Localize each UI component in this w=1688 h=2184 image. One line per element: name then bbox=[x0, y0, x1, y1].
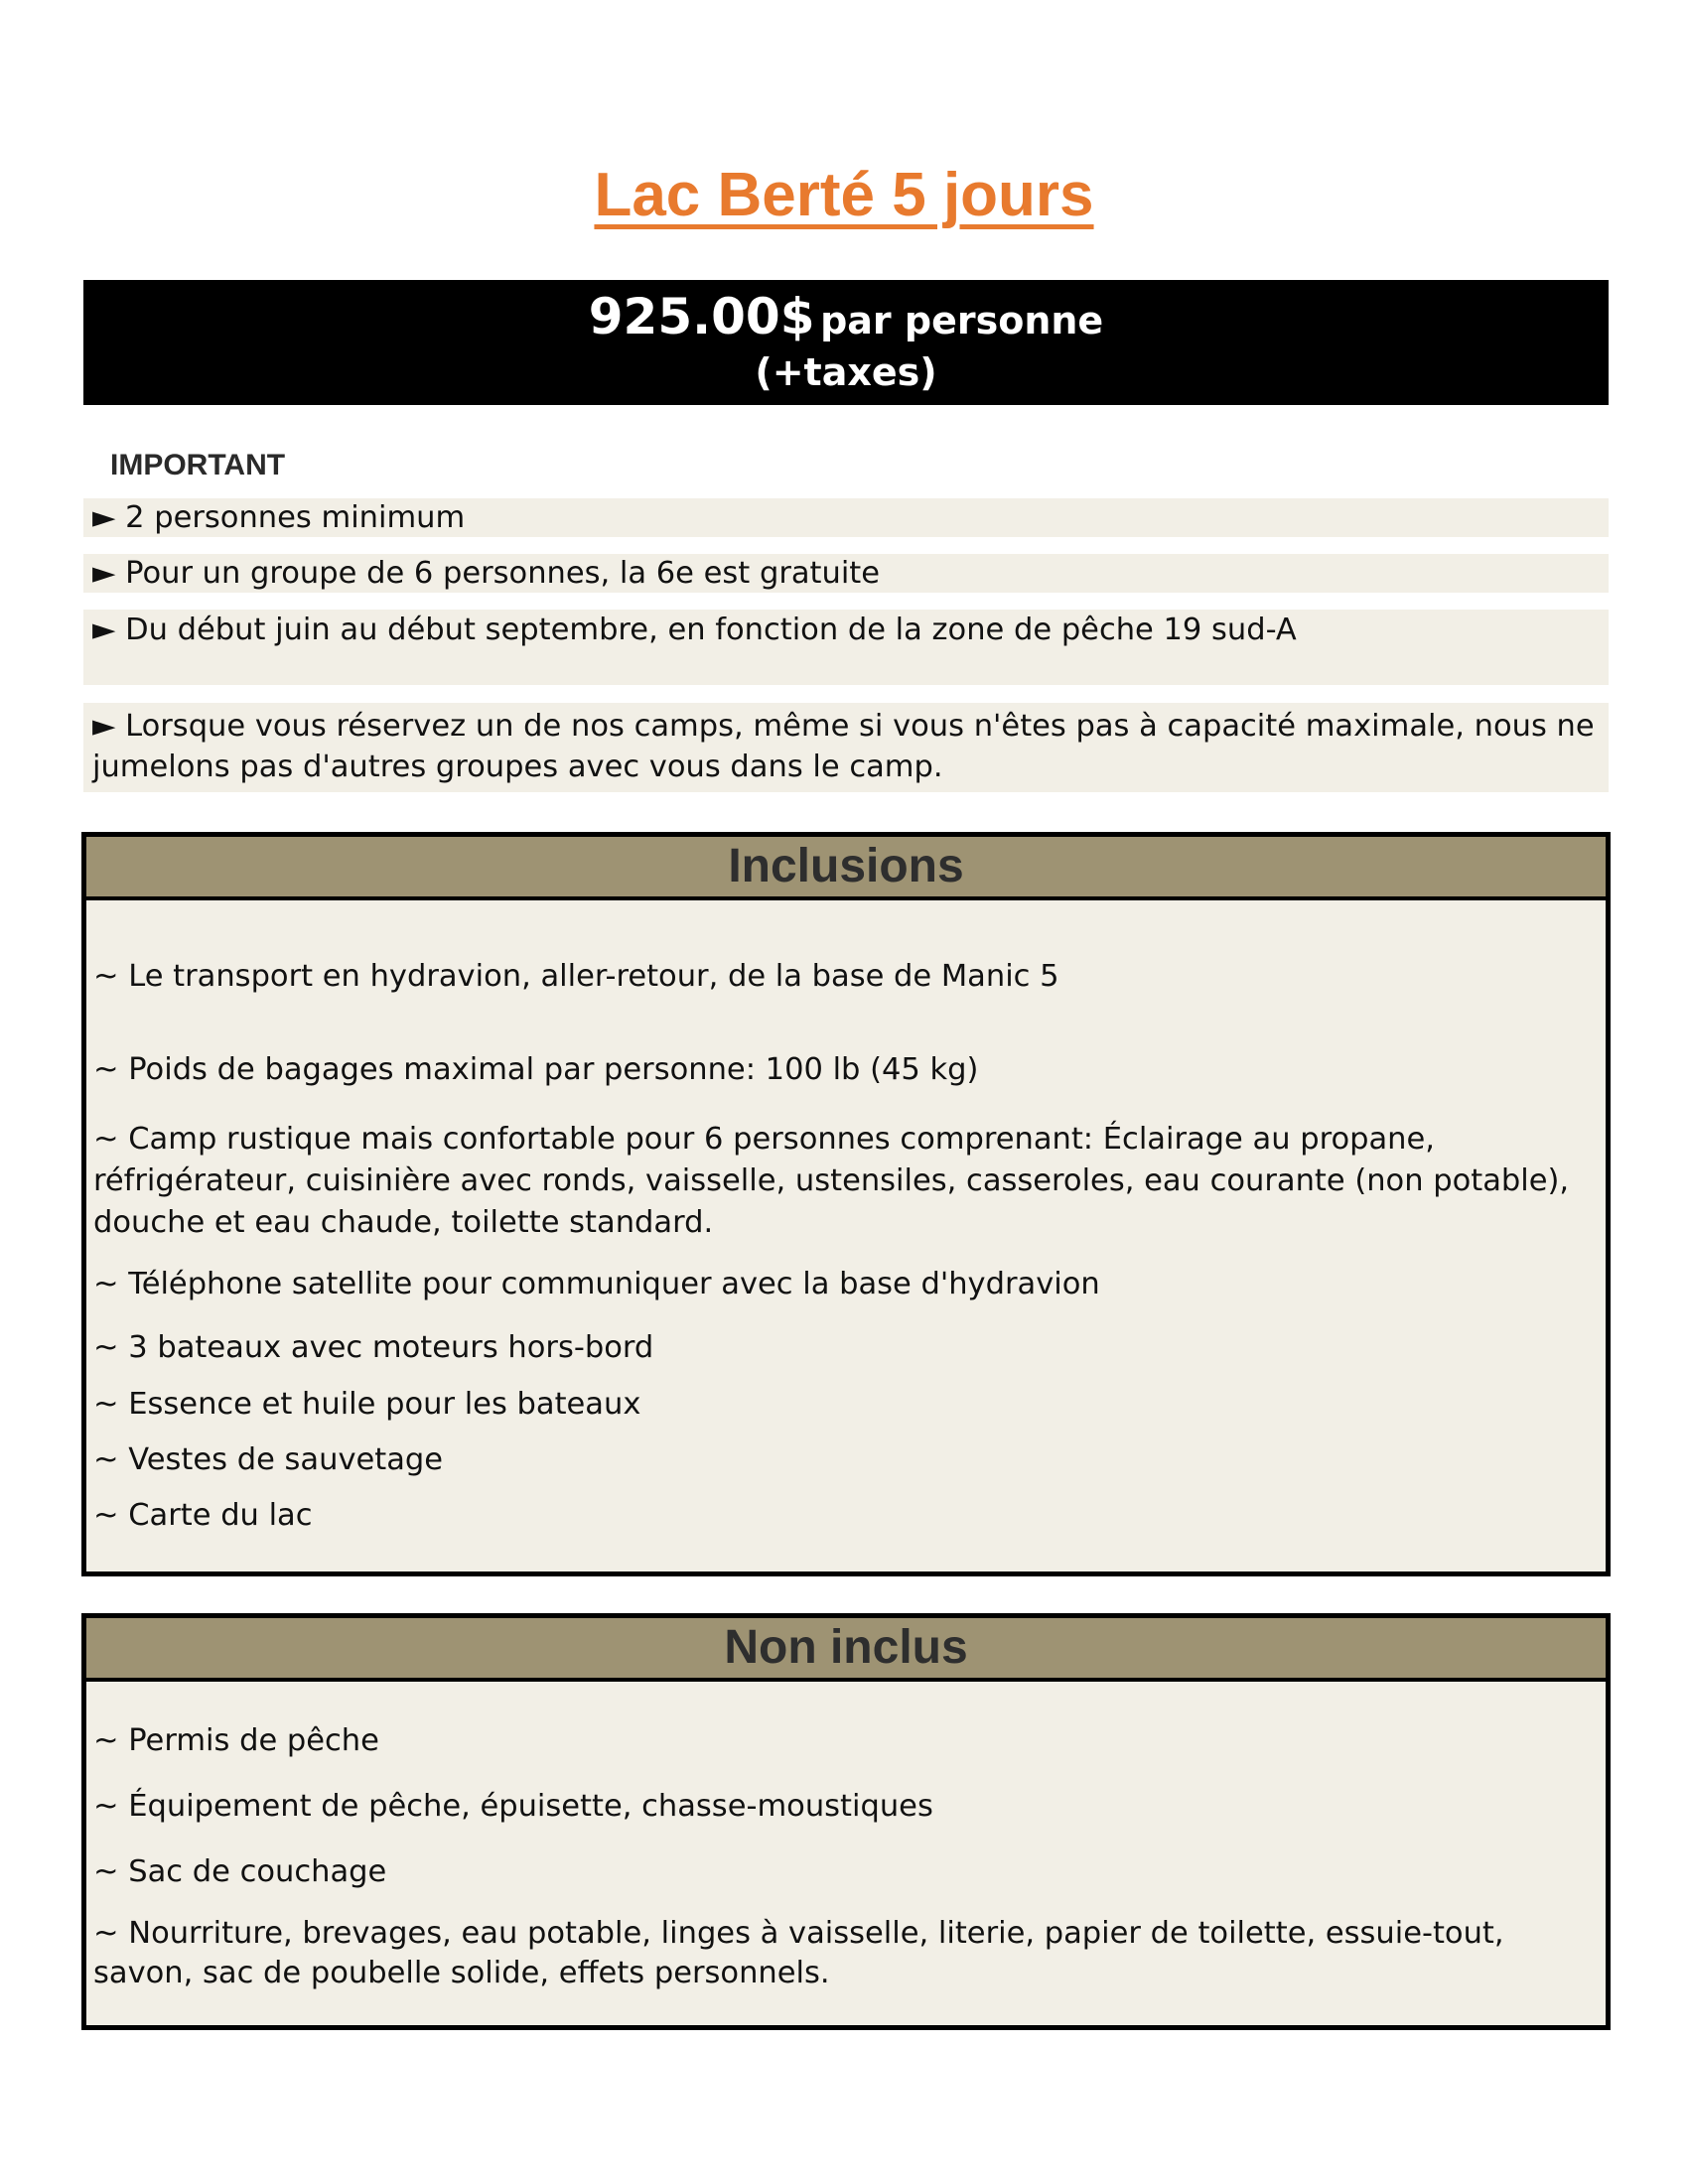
inclusions-heading: Inclusions bbox=[86, 837, 1606, 900]
inclusion-item: ~ Essence et huile pour les bateaux bbox=[93, 1387, 641, 1422]
non-inclus-heading: Non inclus bbox=[86, 1618, 1606, 1682]
inclusion-item: ~ Camp rustique mais confortable pour 6 personnes comprenant: Éclairage au propane, réfrigérateur, cuisinière avec ronds, vaisselle, ustensiles, casseroles, eau courante (non potable), douche et eau chaude, toilette standard. bbox=[93, 1122, 1570, 1240]
non-inclus-item: ~ Nourriture, brevages, eau potable, linges à vaisselle, literie, papier de toilette, essuie-tout, savon, sac de poubelle solide, effets personnels. bbox=[93, 1916, 1504, 1990]
non-inclus-item: ~ Équipement de pêche, épuisette, chasse-moustiques bbox=[93, 1789, 933, 1824]
page-title bbox=[0, 159, 1688, 232]
important-note: ► Du début juin au début septembre, en fonction de la zone de pêche 19 sud-A bbox=[83, 610, 1609, 685]
inclusion-item: ~ Téléphone satellite pour communiquer avec la base d'hydravion bbox=[93, 1267, 1100, 1301]
inclusion-item: ~ Le transport en hydravion, aller-retour, de la base de Manic 5 bbox=[93, 959, 1059, 994]
important-note: ► 2 personnes minimum bbox=[83, 498, 1609, 537]
price-taxes: (+taxes) bbox=[755, 349, 937, 394]
price-banner bbox=[83, 280, 1609, 405]
important-label: IMPORTANT bbox=[110, 449, 286, 481]
price-line bbox=[83, 286, 1609, 348]
non-inclus-item: ~ Permis de pêche bbox=[93, 1723, 379, 1758]
inclusion-item: ~ Carte du lac bbox=[93, 1498, 313, 1533]
important-note: ► Pour un groupe de 6 personnes, la 6e est gratuite bbox=[83, 554, 1609, 593]
price-per-person: par personne bbox=[820, 299, 1104, 342]
important-note: ► Lorsque vous réservez un de nos camps, même si vous n'êtes pas à capacité maximale, nous ne jumelons pas d'autres groupes avec vous dans le camp. bbox=[83, 703, 1609, 792]
inclusion-item: ~ Poids de bagages maximal par personne: 100 lb (45 kg) bbox=[93, 1052, 979, 1087]
non-inclus-box bbox=[81, 1613, 1611, 2030]
page-title-text: Lac Berté 5 jours bbox=[594, 161, 1094, 229]
inclusion-item: ~ 3 bateaux avec moteurs hors-bord bbox=[93, 1330, 654, 1365]
price-amount: 925.00$ bbox=[588, 288, 815, 345]
inclusions-box bbox=[81, 832, 1611, 1576]
non-inclus-item: ~ Sac de couchage bbox=[93, 1854, 387, 1889]
inclusion-item: ~ Vestes de sauvetage bbox=[93, 1442, 444, 1477]
